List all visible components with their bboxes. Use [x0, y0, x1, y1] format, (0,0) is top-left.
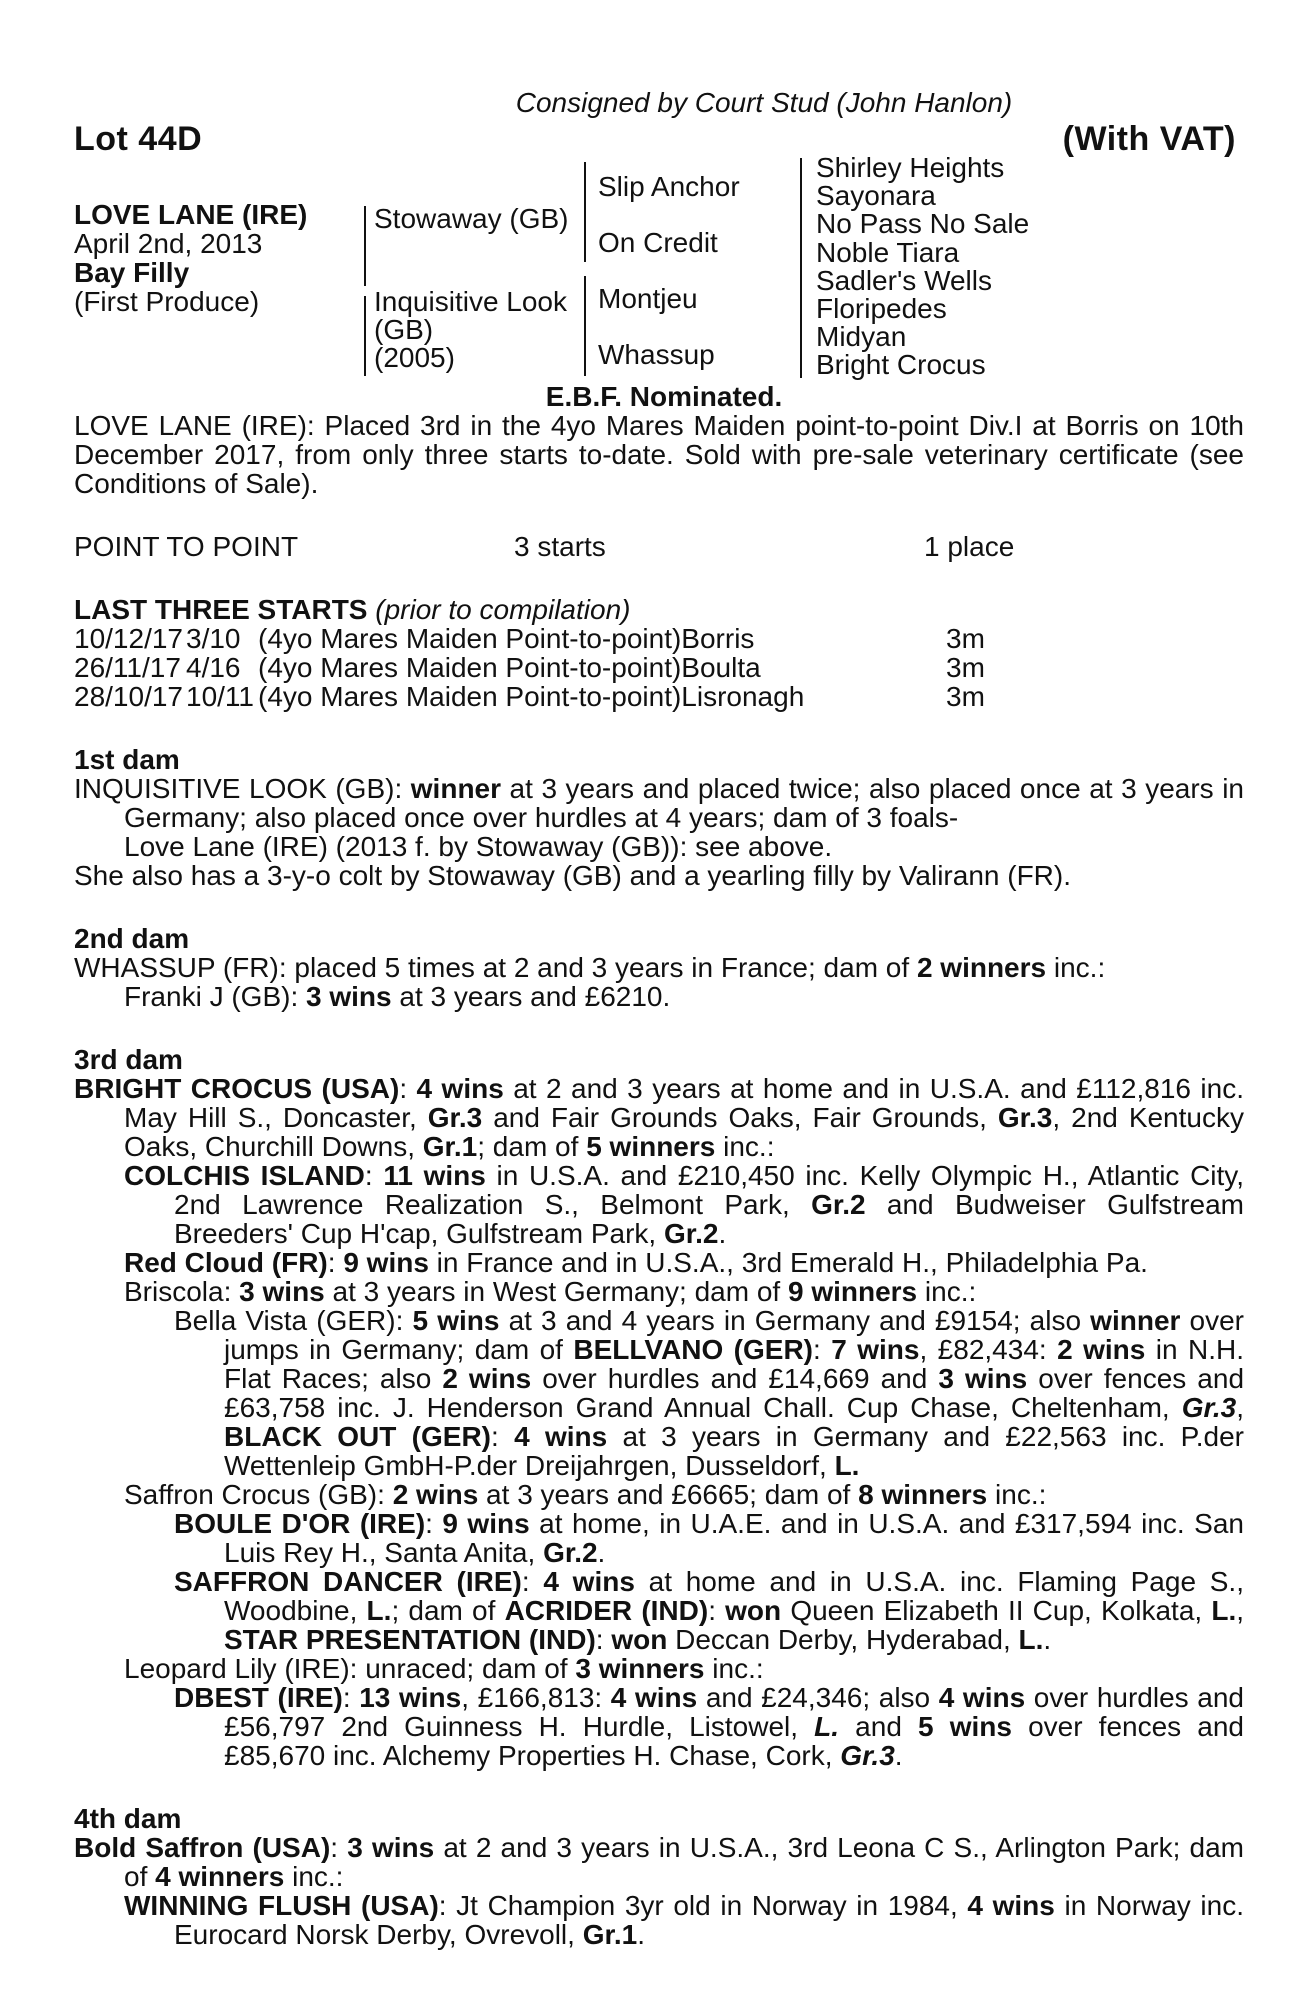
second-dam-produce: [74, 982, 1244, 1011]
dam-name: Inquisitive Look: [374, 286, 568, 317]
bracket-line: [800, 158, 802, 378]
t: inc.:: [1046, 952, 1106, 983]
t: in N.H. Flat Races; also: [224, 1334, 1245, 1394]
dam-year: (2005): [374, 342, 455, 373]
horse-sex: Bay Filly: [74, 257, 190, 288]
t: 4 wins: [967, 1890, 1055, 1921]
t: 4 wins: [416, 1073, 504, 1104]
t: WHASSUP (FR): placed 5 times at 2 and 3 years in France; dam of: [74, 952, 917, 983]
t: 9 winners: [787, 1276, 918, 1307]
t: Saffron Crocus (GB):: [124, 1479, 393, 1510]
start-distance: 3m: [946, 652, 985, 683]
t: :: [521, 1566, 544, 1597]
catalogue-page: [74, 88, 1244, 1949]
t: winner: [1090, 1305, 1181, 1336]
first-dam-produce: Love Lane (IRE) (2013 f. by Stowaway (GB)): see above.: [124, 831, 833, 862]
lot-number: Lot 44D: [74, 120, 203, 158]
t: ; dam of: [477, 1131, 587, 1162]
t: Gr.1: [582, 1919, 638, 1950]
horse-note: (First Produce): [74, 286, 260, 317]
t: , £82,434:: [919, 1334, 1058, 1365]
t: :: [364, 1160, 384, 1191]
start-date: 10/12/17: [74, 623, 183, 654]
t: Franki J (GB):: [124, 981, 307, 1012]
t: over fences and £63,758 inc. J. Henderson Grand Annual Chall. Cup Chase, Cheltenham,: [224, 1363, 1245, 1423]
t: COLCHIS ISLAND: [124, 1160, 365, 1191]
t: 2 wins: [392, 1479, 479, 1510]
produce-entry: [74, 1891, 1244, 1949]
start-position: 4/16: [186, 652, 241, 683]
produce-entry: [74, 1248, 1244, 1277]
t: 2 winners: [916, 952, 1047, 983]
t: 4 wins: [938, 1682, 1026, 1713]
t: over hurdles and £56,797 2nd Guinness H. Hurdle, Listowel,: [224, 1682, 1245, 1742]
intro-paragraph: LOVE LANE (IRE): Placed 3rd in the 4yo Mares Maiden point-to-point Div.I at Borris on 10th December 2017, from only three starts to-date. Sold with pre-sale veterinary certificate (see Conditions of Sale).: [74, 410, 1244, 499]
t: at 3 years and placed twice; also placed once at 3 years in Germany; also placed once over hurdles at 4 years; dam of 3 foals-: [124, 773, 1244, 833]
start-distance: 3m: [946, 681, 985, 712]
horse-details: [74, 200, 307, 316]
t: Gr.3: [840, 1740, 895, 1771]
fourth-dam: [74, 1804, 1244, 1949]
t: at 2 and 3 years in U.S.A., 3rd Leona C S., Arlington Park; dam of: [124, 1832, 1245, 1892]
start-row: [74, 682, 1244, 711]
t: 4 wins: [543, 1566, 635, 1597]
start-date: 28/10/17: [74, 681, 183, 712]
start-distance: 3m: [946, 623, 985, 654]
t: at 3 years in West Germany; dam of: [324, 1276, 788, 1307]
t: 2 wins: [1057, 1334, 1146, 1365]
t: 9 wins: [343, 1247, 429, 1278]
t: Gr.3: [1181, 1392, 1237, 1423]
t: and Fair Grounds Oaks, Fair Grounds,: [482, 1102, 998, 1133]
t: :: [342, 1682, 360, 1713]
t: DBEST (IRE): [174, 1682, 343, 1713]
t: Leopard Lily (IRE): unraced; dam of: [124, 1653, 576, 1684]
bracket-line: [364, 296, 366, 376]
first-dam-note: She also has a 3-y-o colt by Stowaway (GB) and a yearling filly by Valirann (FR).: [74, 860, 1072, 891]
bracket-line: [584, 276, 586, 376]
t: L.: [814, 1711, 840, 1742]
g3-7: Midyan: [816, 321, 907, 353]
g3: [816, 154, 1029, 380]
pedigree-sire: Stowaway (GB): [374, 203, 569, 234]
t: won: [611, 1624, 668, 1655]
t: :: [813, 1334, 832, 1365]
bracket-line: [364, 206, 366, 286]
t: WINNING FLUSH (USA): [124, 1890, 439, 1921]
t: .: [637, 1919, 645, 1950]
t: inc.:: [704, 1653, 764, 1684]
produce-entry: [74, 1567, 1244, 1654]
t: Red Cloud (FR): [124, 1247, 328, 1278]
t: BELLVANO (GER): [573, 1334, 813, 1365]
t: :: [399, 1073, 417, 1104]
pedigree-dam: [374, 288, 567, 372]
t: inc.:: [715, 1131, 775, 1162]
vat-note: (With VAT): [1062, 120, 1236, 158]
t: over hurdles and £14,669 and: [531, 1363, 939, 1394]
t: 13 wins: [359, 1682, 462, 1713]
t: :: [330, 1832, 348, 1863]
t: 3 wins: [306, 981, 392, 1012]
second-dam: [74, 924, 1244, 1011]
t: over fences and £85,670 inc. Alchemy Properties H. Chase, Cork,: [224, 1711, 1245, 1771]
t: 7 wins: [831, 1334, 920, 1365]
t: 8 winners: [858, 1479, 988, 1510]
t: :: [327, 1247, 344, 1278]
t: over jumps in Germany; dam of: [224, 1305, 1245, 1365]
t: in Norway inc. Eurocard Norsk Derby, Ovrevoll,: [174, 1890, 1245, 1950]
t: at 3 years and £6210.: [391, 981, 671, 1012]
ptp-starts: 3 starts: [514, 531, 606, 562]
t: Gr.3: [997, 1102, 1053, 1133]
start-row: [74, 653, 1244, 682]
t: :: [708, 1595, 726, 1626]
t: :: [595, 1624, 612, 1655]
t: , £166,813:: [461, 1682, 611, 1713]
start-position: 10/11: [186, 681, 254, 712]
bracket-line: [584, 162, 586, 262]
first-dam-entry: [74, 774, 1244, 832]
ebf-note: E.B.F. Nominated.: [545, 381, 783, 412]
start-race: (4yo Mares Maiden Point-to-point)Borris: [258, 623, 755, 654]
g2-3: Montjeu: [598, 283, 698, 314]
g3-3: No Pass No Sale: [816, 208, 1030, 240]
t: 3 winners: [575, 1653, 705, 1684]
ptp-label: POINT TO POINT: [74, 531, 299, 562]
t: winner: [410, 773, 502, 804]
t: inc.:: [987, 1479, 1047, 1510]
t: Gr.3: [427, 1102, 483, 1133]
consignor-line: Consigned by Court Stud (John Hanlon): [515, 87, 1013, 118]
t: 5 wins: [412, 1305, 500, 1336]
third-dam-heading: 3rd dam: [74, 1044, 183, 1075]
t: Gr.1: [422, 1131, 478, 1162]
t: Bella Vista (GER):: [174, 1305, 413, 1336]
t: at 2 and 3 years at home and in U.S.A. and £112,816 inc. May Hill S., Doncaster,: [124, 1073, 1244, 1133]
t: L.: [834, 1450, 860, 1481]
t: , 2nd Kentucky Oaks, Churchill Downs,: [124, 1102, 1244, 1162]
t: 11 wins: [383, 1160, 486, 1191]
produce-entry: [74, 1161, 1244, 1248]
produce-entry: [74, 1480, 1244, 1509]
t: won: [725, 1595, 782, 1626]
t: and: [839, 1711, 919, 1742]
t: ,: [1236, 1595, 1245, 1626]
first-dam-heading: 1st dam: [74, 744, 180, 775]
second-dam-heading: 2nd dam: [74, 923, 190, 954]
g2-2: On Credit: [598, 227, 718, 258]
produce-entry: [74, 1683, 1244, 1770]
t: at 3 and 4 years in Germany and £9154; also: [499, 1305, 1091, 1336]
t: 3 wins: [347, 1832, 435, 1863]
t: ,: [1236, 1392, 1244, 1423]
t: 4 wins: [514, 1421, 608, 1452]
t: Bold Saffron (USA): [74, 1832, 331, 1863]
t: .: [1043, 1624, 1052, 1655]
t: SAFFRON DANCER (IRE): [174, 1566, 522, 1597]
last-three-starts: [74, 595, 1244, 711]
third-dam-entry: [74, 1074, 1244, 1161]
g3-2: Sayonara: [816, 180, 936, 212]
t: in U.S.A. and £210,450 inc. Kelly Olympic H., Atlantic City, 2nd Lawrence Realization S., Belmont Park,: [174, 1160, 1245, 1220]
g2-1: Slip Anchor: [598, 171, 740, 202]
start-race: (4yo Mares Maiden Point-to-point)Boulta: [258, 652, 761, 683]
t: at home and in U.S.A. inc. Flaming Page S., Woodbine,: [224, 1566, 1244, 1626]
t: at home, in U.A.E. and in U.S.A. and £317,594 inc. San Luis Rey H., Santa Anita,: [224, 1508, 1244, 1568]
third-dam: [74, 1045, 1244, 1770]
t: and Budweiser Gulfstream Breeders' Cup H'cap, Gulfstream Park,: [174, 1189, 1244, 1249]
pedigree: [74, 154, 1244, 382]
start-race: (4yo Mares Maiden Point-to-point)Lisronagh: [258, 681, 805, 712]
t: L.: [1018, 1624, 1044, 1655]
first-dam: [74, 745, 1244, 890]
t: at 3 years and £6665; dam of: [478, 1479, 859, 1510]
t: Deccan Derby, Hyderabad,: [667, 1624, 1019, 1655]
last-sub: (prior to compilation): [375, 594, 631, 625]
horse-name: LOVE LANE (IRE): [74, 199, 308, 230]
t: Gr.2: [543, 1537, 598, 1568]
g3-6: Floripedes: [816, 293, 947, 325]
t: STAR PRESENTATION (IND): [224, 1624, 596, 1655]
t: and £24,346; also: [697, 1682, 939, 1713]
t: L.: [1211, 1595, 1237, 1626]
t: BLACK OUT (GER): [224, 1421, 492, 1452]
t: 4 winners: [155, 1861, 285, 1892]
lot-header: [74, 120, 1244, 158]
produce-entry: [74, 1654, 1244, 1683]
t: at 3 years in Germany and £22,563 inc. P.der Wettenleip GmbH-P.der Dreijahrgen, Dusseldorf,: [224, 1421, 1244, 1481]
t: ; dam of: [391, 1595, 505, 1626]
g3-8: Bright Crocus: [816, 349, 986, 381]
t: .: [894, 1740, 903, 1771]
ptp-place: 1 place: [924, 531, 1015, 562]
start-row: [74, 624, 1244, 653]
produce-entry: [74, 1306, 1244, 1480]
fourth-dam-heading: 4th dam: [74, 1803, 182, 1834]
t: .: [597, 1537, 606, 1568]
produce-entry: [74, 1277, 1244, 1306]
t: ACRIDER (IND): [504, 1595, 709, 1626]
fourth-dam-entry: [74, 1833, 1244, 1891]
t: BRIGHT CROCUS (USA): [74, 1073, 400, 1104]
t: 5 wins: [918, 1711, 1012, 1742]
point-to-point-summary: [74, 532, 1244, 561]
t: 4 wins: [610, 1682, 698, 1713]
t: inc.:: [917, 1276, 977, 1307]
t: :: [425, 1508, 443, 1539]
second-dam-entry: [74, 953, 1244, 982]
start-date: 26/11/17: [74, 652, 181, 683]
t: L.: [366, 1595, 392, 1626]
t: 5 winners: [586, 1131, 716, 1162]
t: : Jt Champion 3yr old in Norway in 1984,: [438, 1890, 968, 1921]
last-heading: LAST THREE STARTS: [74, 594, 368, 625]
t: .: [718, 1218, 727, 1249]
start-position: 3/10: [186, 623, 241, 654]
g3-5: Sadler's Wells: [816, 264, 992, 296]
t: Briscola:: [124, 1276, 240, 1307]
t: 3 wins: [239, 1276, 325, 1307]
horse-dob: April 2nd, 2013: [74, 228, 263, 259]
t: INQUISITIVE LOOK (GB):: [74, 773, 411, 804]
t: Queen Elizabeth II Cup, Kolkata,: [781, 1595, 1212, 1626]
g2-4: Whassup: [598, 339, 715, 370]
t: Gr.2: [811, 1189, 866, 1220]
g3-1: Shirley Heights: [816, 152, 1005, 183]
t: in France and in U.S.A., 3rd Emerald H., Philadelphia Pa.: [428, 1247, 1148, 1278]
t: inc.:: [284, 1861, 344, 1892]
g3-4: Noble Tiara: [816, 236, 960, 268]
t: Gr.2: [664, 1218, 719, 1249]
t: 3 wins: [938, 1363, 1028, 1394]
t: 2 wins: [442, 1363, 532, 1394]
t: 9 wins: [442, 1508, 530, 1539]
produce-entry: [74, 1509, 1244, 1567]
t: :: [491, 1421, 515, 1452]
dam-country: (GB): [374, 314, 434, 345]
t: BOULE D'OR (IRE): [174, 1508, 426, 1539]
